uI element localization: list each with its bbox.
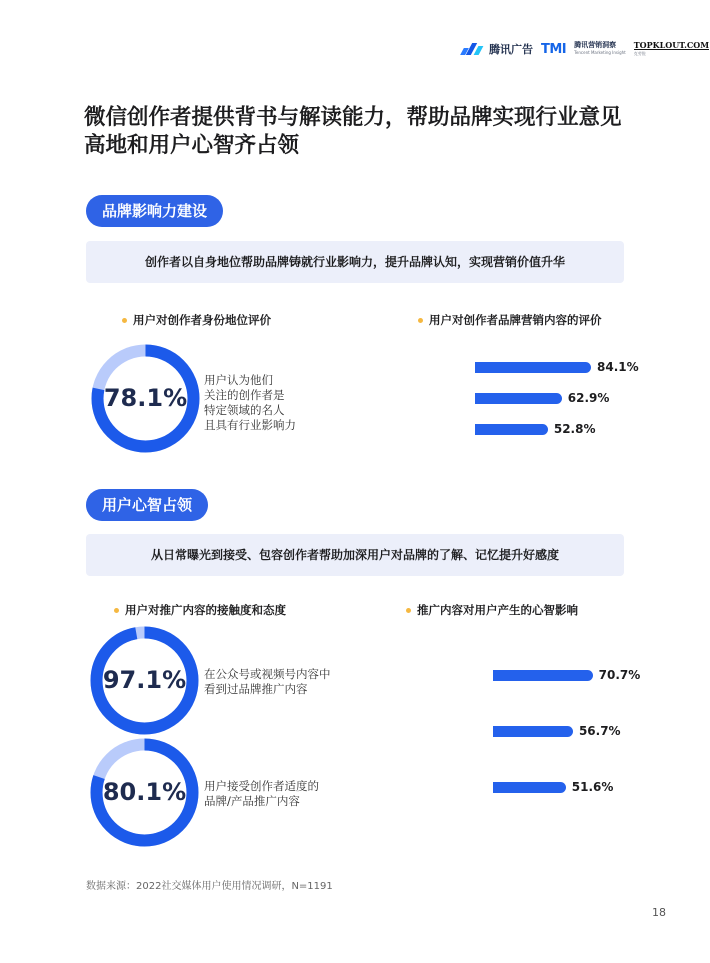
bar-value: 70.7% [598,668,641,682]
page-title-line-1: 微信创作者提供背书与解读能力，帮助品牌实现行业意见 [84,105,622,130]
section1-right-subtitle [418,312,602,328]
donut-desc-line: 关注的创作者是 [204,388,285,402]
subtitle-text: 用户对创作者身份地位评价 [133,313,271,327]
bar [493,726,573,737]
donut-desc-line: 看到过品牌推广内容 [204,682,308,696]
page-number: 18 [652,906,666,919]
bar-value: 84.1% [597,360,639,374]
tmi-brand-name: 腾讯营销洞察 [574,41,617,49]
header-logos [462,41,709,57]
section1-left-subtitle [122,312,271,328]
tencent-ads-brand: 腾讯广告 [489,43,533,56]
bullet-dot-icon [114,608,119,613]
tmi-brand-sub: Tencent Marketing Insight [574,50,626,55]
donut-desc-line: 品牌/产品推广内容 [204,794,300,808]
page-title-line-2: 高地和用户心智齐占领 [84,133,300,158]
section2-banner: 从日常曝光到接受、包容创作者帮助加深用户对品牌的了解、记忆提升好感度 [86,534,624,576]
topklout-logo [634,41,709,58]
bar-value: 62.9% [567,391,610,405]
bar [493,782,566,793]
topklout-name: TOPKLOUT.COM [633,39,710,50]
bar-value: 51.6% [571,780,614,794]
donut-description [204,373,296,433]
bar [475,362,591,373]
donut-chart-exposure [89,625,200,736]
bar [475,424,548,435]
donut-chart-identity [90,343,201,454]
donut-description [204,667,331,697]
tencent-ads-logo-icon [462,43,481,55]
page-title [84,104,644,160]
tmi-brand [574,42,626,56]
donut-chart-acceptance [89,737,200,848]
section-pill-label: 用户心智占领 [86,489,208,521]
bullet-dot-icon [418,318,423,323]
data-source: 数据来源：2022社交媒体用户使用情况调研，N=1191 [86,881,333,892]
section2-left-subtitle [114,602,286,618]
donut-desc-line: 在公众号或视频号内容中 [204,667,331,681]
bar [475,393,562,404]
donut-value: 78.1% [103,384,188,412]
donut-description [204,779,319,809]
bar-value: 56.7% [578,724,621,738]
tmi-logo: TMI [541,41,567,57]
subtitle-text: 用户对创作者品牌营销内容的评价 [429,313,602,327]
donut-value: 80.1% [102,778,187,806]
section-pill-brand-influence [86,195,220,227]
section-pill-label: 品牌影响力建设 [86,195,223,227]
topklout-sub: 克劳锐 [634,49,709,58]
donut-desc-line: 且具有行业影响力 [204,418,296,432]
section-pill-mindshare [86,489,206,521]
bullet-dot-icon [406,608,411,613]
section1-banner: 创作者以自身地位帮助品牌铸就行业影响力，提升品牌认知，实现营销价值升华 [86,241,624,283]
bullet-dot-icon [122,318,127,323]
subtitle-text: 用户对推广内容的接触度和态度 [125,603,286,617]
bar-value: 52.8% [553,422,596,436]
donut-desc-line: 特定领域的名人 [204,403,285,417]
section2-right-subtitle [406,602,578,618]
donut-desc-line: 用户接受创作者适度的 [204,779,319,793]
subtitle-text: 推广内容对用户产生的心智影响 [417,603,578,617]
donut-desc-line: 用户认为他们 [204,373,273,387]
donut-value: 97.1% [102,666,187,694]
bar [493,670,593,681]
